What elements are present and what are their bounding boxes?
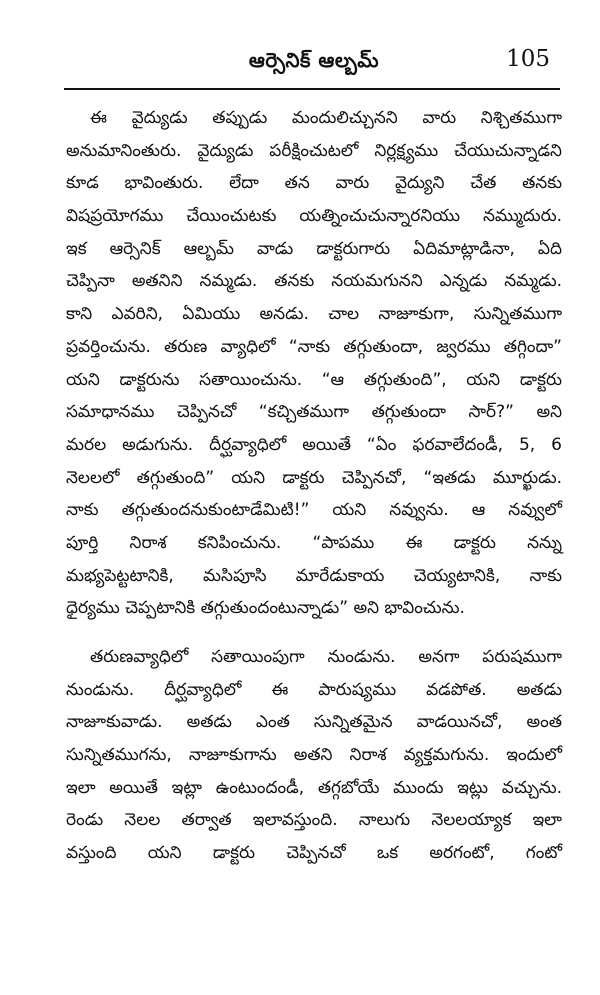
chapter-title: ఆర్సెనిక్ ఆల్బమ్ [248,48,380,72]
text-line: సున్నితముగను, నాజూకుగాను అతని నిరాశ వ్యక్తమగును. ఇందులో [66,745,562,766]
text-line: రెండు నెలల తర్వాత ఇలావస్తుంది. నాలుగు నెలలయ్యాక ఇలా [66,810,562,831]
text-line: కూడ భావింతురు. లేదా తన వారు వైద్యుని చేత తనకు [66,173,562,194]
text-line: విషప్రయోగము చేయించుటకు యత్నించుచున్నారనియు నమ్ముదురు. [66,206,562,227]
text-line: ఇక ఆర్సెనిక్ ఆల్బమ్ వాడు డాక్టరుగారు ఏదిమాట్లాడినా, ఏది [66,238,562,259]
text-line: నుండును. దీర్ఘవ్యాధిలో ఈ పారుష్యము వడపోత. అతడు [66,679,562,700]
text-line: అనుమానింతురు. వైద్యుడు పరీక్షించుటలో నిర్లక్ష్యము చేయుచున్నాడని [66,140,562,161]
text-line: చెప్పినా అతనిని నమ్మడు. తనకు నయమగునని ఎన్నడు నమ్మడు. [66,271,562,292]
text-line: ధైర్యము చెప్పటానికి తగ్గుతుందంటున్నాడు” అని భావించును. [66,598,465,619]
paragraph-gap [66,625,562,641]
text-line: నాకు తగ్గుతుందనుకుంటాడేమిటి!” యని నవ్వును. ఆ నవ్వులో [66,500,562,521]
page-number: 105 [506,46,550,72]
body-text [66,102,562,870]
text-line: మభ్యపెట్టటానికి, మసిపూసి మారేడుకాయ చెయ్యటానికి, నాకు [66,565,562,586]
header-divider [64,88,560,90]
running-header [64,46,564,86]
text-line: నెలలలో తగ్గుతుంది” యని డాక్టరు చెప్పినచో, “ఇతడు మూర్ఖుడు. [66,467,562,488]
text-line: ఈ వైద్యుడు తప్పుడు మందులిచ్చునని వారు నిశ్చితముగా [90,108,562,128]
text-line: ప్రవర్తించును. తరుణ వ్యాధిలో “నాకు తగ్గుతుందా, జ్వరము తగ్గిందా” [66,336,562,357]
text-line: నాజూకువాడు. అతడు ఎంత సున్నితమైన వాడయినచో, అంత [66,712,562,733]
text-line: మరల అడుగును. దీర్ఘవ్యాధిలో అయితే “ఏం ఫరవాలేదండీ, 5, 6 [66,434,562,455]
text-line: పూర్తి నిరాశ కనిపించును. “పాపము ఈ డాక్టరు నన్ను [66,532,562,553]
text-line: యని డాక్టరును సతాయించును. “ఆ తగ్గుతుంది”, యని డాక్టరు [66,369,562,390]
text-line: కాని ఎవరిని, ఏమియు అనడు. చాల నాజూకుగా, సున్నితముగా [66,304,562,325]
text-line: తరుణవ్యాధిలో సతాయింపుగా నుండును. అనగా పరుషముగా [90,647,562,667]
text-line: ఇలా అయితే ఇట్లా ఉంటుందండీ, తగ్గబోయే ముందు ఇట్లు వచ్చును. [66,777,562,798]
paragraph-2 [66,641,562,870]
text-line: వస్తుంది యని డాక్టరు చెప్పినచో ఒక అరగంటో, గంటో [66,843,562,864]
paragraph-1 [66,102,562,625]
text-line: సమాధానము చెప్పినచో “కచ్చితముగా తగ్గుతుందా సార్?” అని [66,402,562,423]
